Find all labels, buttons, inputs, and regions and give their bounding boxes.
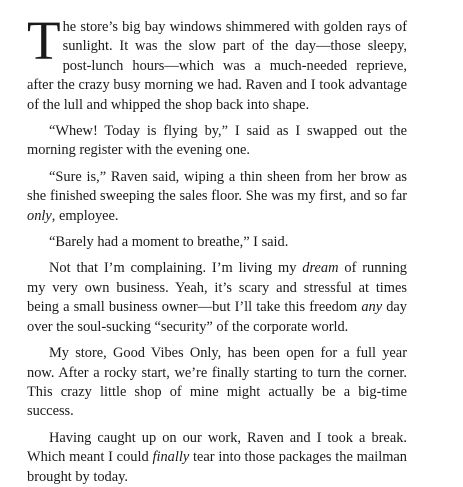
paragraph-7: [27, 429, 407, 487]
paragraph-5-s4: day over the soul-sucking “security” of the corporate world.: [27, 299, 407, 335]
paragraph-6-s0: My store, Good Vibes Only, has been open for a full year now. After a rocky start, we’re finally starting to turn the corner. This crazy little shop of mine might actually be a big-time success.: [27, 345, 407, 420]
paragraph-5-emphasis-any: any: [361, 299, 383, 316]
paragraph-5: [27, 259, 407, 337]
paragraph-7-s2: tear into those packages the mailman brought by today.: [27, 449, 407, 485]
paragraph-5-s0: Not that I’m complaining. I’m living my: [49, 260, 303, 277]
paragraph-2-s0: “Whew! Today is flying by,” I said as I swapped out the morning register with the evening one.: [27, 123, 407, 159]
paragraph-7-s0: Having caught up on our work, Raven and I took a break. Which meant I could: [27, 429, 407, 466]
paragraph-3-s2: , employee.: [51, 207, 119, 224]
paragraph-7-emphasis: finally: [152, 449, 190, 466]
paragraph-6: [27, 344, 407, 422]
paragraph-2: [27, 122, 407, 161]
paragraph-5-s2: of running my very own business. Yeah, it’s scary and stressful at times being a small business owner—but I’ll take this freedom: [27, 260, 407, 316]
paragraph-3: [27, 168, 407, 226]
paragraph-3-emphasis: only: [27, 207, 52, 224]
paragraph-5-emphasis-dream: dream: [302, 260, 339, 277]
paragraph-1: [27, 10, 407, 115]
paragraph-4: [27, 233, 407, 252]
paragraph-3-s0: “Sure is,” Raven said, wiping a thin sheen from her brow as she finished sweeping the sales floor. She was my first, and so far: [27, 168, 407, 205]
paragraph-4-s0: “Barely had a moment to breathe,” I said.: [49, 234, 289, 251]
paragraph-1-s0: he store’s big bay windows shimmered with golden rays of sunlight. It was the slow part of the day—those sleepy, post-lunch hours—which was a much-needed reprieve, after the crazy busy morning we had. Raven and I took advantage of the lull and whipped the shop back into shape.: [27, 19, 407, 113]
drop-cap: T: [27, 10, 61, 71]
